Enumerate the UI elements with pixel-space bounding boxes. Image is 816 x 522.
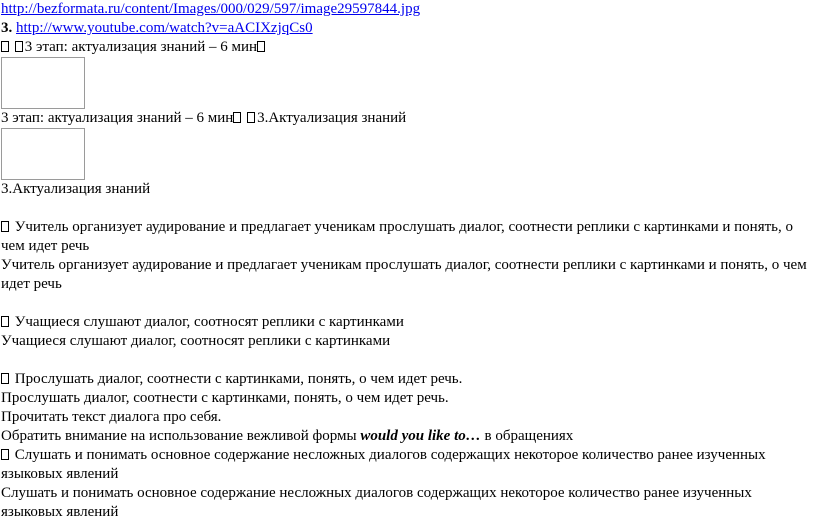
missing-glyph-icon	[1, 449, 9, 460]
attention-text-before: Обратить внимание на использование вежливой формы	[1, 428, 361, 444]
task-line: Прослушать диалог, соотнести с картинками, понять, о чем идет речь.	[1, 390, 449, 406]
attention-text-after: в обращениях	[480, 428, 574, 444]
spacer	[1, 351, 816, 370]
goal-text: Слушать и понимать основное содержание несложных диалогов содержащих некоторое количество ранее изученных языковых явлений	[1, 447, 766, 482]
image-link-line	[1, 0, 816, 19]
polite-form-phrase: would you like to…	[360, 428, 481, 444]
teacher-paragraph-with-glyph	[1, 218, 813, 256]
missing-glyph-icon	[1, 316, 9, 327]
stage-heading-text: 3 этап: актуализация знаний – 6 мин	[1, 110, 234, 126]
video-link-line	[1, 19, 816, 38]
missing-glyph-icon	[247, 112, 255, 123]
stage-and-section-line	[1, 109, 816, 128]
missing-glyph-icon	[15, 41, 23, 52]
missing-glyph-icon	[233, 112, 241, 123]
students-text: Учащиеся слушают диалог, соотносят реплики с картинками	[14, 314, 404, 330]
broken-image-placeholder	[1, 57, 85, 109]
students-line-with-glyph	[1, 313, 816, 332]
section-heading-text: 3.Актуализация знаний	[257, 110, 407, 126]
broken-image-placeholder	[1, 128, 85, 180]
task-line-with-glyph	[1, 370, 816, 389]
image-url-link[interactable]: http://bezformata.ru/content/Images/000/029/597/image29597844.jpg	[1, 1, 421, 17]
spacer	[1, 199, 816, 218]
missing-glyph-icon	[1, 221, 9, 232]
teacher-paragraph: Учитель организует аудирование и предлагает ученикам прослушать диалог, соотнести реплики с картинками и понять, о чем идет речь	[1, 257, 807, 292]
students-line: Учащиеся слушают диалог, соотносят реплики с картинками	[1, 333, 391, 349]
missing-glyph-icon	[257, 41, 265, 52]
video-url-link[interactable]: http://www.youtube.com/watch?v=aACIXzjqCs0	[16, 20, 313, 36]
goal-paragraph: Слушать и понимать основное содержание несложных диалогов содержащих некоторое количество ранее изученных языковых явлений	[1, 485, 752, 520]
teacher-text: Учитель организует аудирование и предлагает ученикам прослушать диалог, соотнести реплики с картинками и понять, о чем идет речь	[1, 219, 793, 254]
attention-line	[1, 427, 816, 446]
task-text: Прослушать диалог, соотнести с картинками, понять, о чем идет речь.	[14, 371, 463, 387]
stage-heading-with-glyphs	[1, 38, 816, 57]
read-text-line: Прочитать текст диалога про себя.	[1, 409, 222, 425]
spacer	[1, 294, 816, 313]
stage-heading-text: 3 этап: актуализация знаний – 6 мин	[24, 39, 258, 55]
missing-glyph-icon	[1, 41, 9, 52]
step-number: 3.	[1, 20, 13, 36]
goal-paragraph-with-glyph	[1, 446, 813, 484]
section-heading: 3.Актуализация знаний	[1, 181, 151, 197]
missing-glyph-icon	[1, 373, 9, 384]
